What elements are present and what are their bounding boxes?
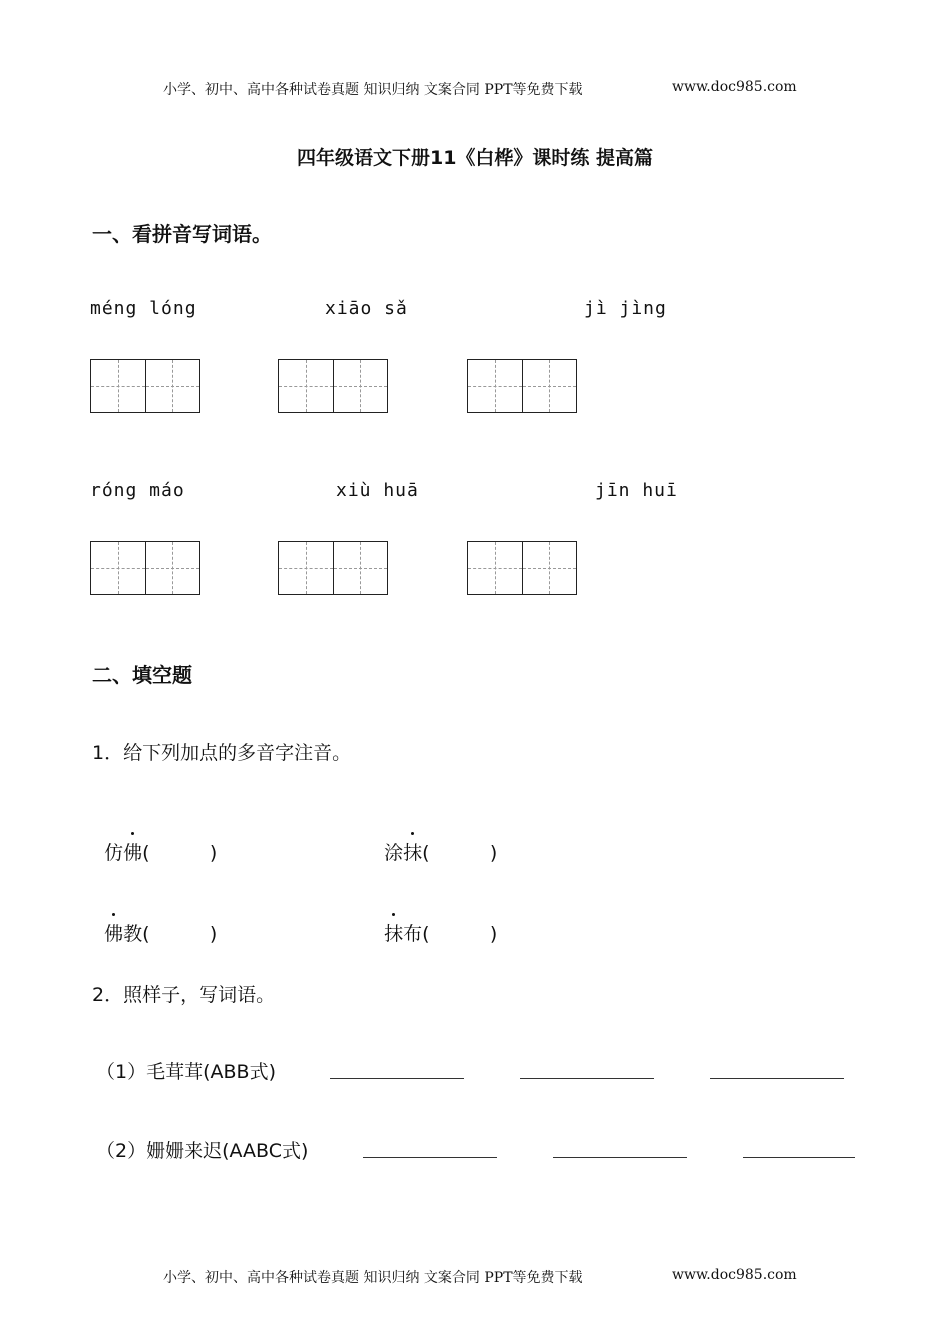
site-header-url[interactable]: www.doc985.com	[672, 79, 797, 95]
writing-box-3[interactable]	[467, 359, 577, 413]
item-4-dotted-char: 抹	[384, 919, 403, 946]
item-2-before: 涂	[384, 842, 404, 864]
polyphone-item-1	[92, 816, 217, 865]
question-2-prompt: 2．照样子，写词语。	[92, 984, 276, 1006]
writing-box-1[interactable]	[90, 359, 200, 413]
item-4-answer-blank[interactable]: ( )	[422, 923, 498, 945]
question-1-prompt: 1．给下列加点的多音字注音。	[92, 742, 352, 764]
answer-line-1-1[interactable]	[330, 1077, 464, 1079]
item-1-dotted-char: 佛	[123, 838, 142, 865]
site-footer-url[interactable]: www.doc985.com	[672, 1267, 797, 1283]
item-4-after: 布	[403, 923, 423, 945]
pinyin-6: jīn huī	[595, 480, 678, 501]
item-1-before: 仿	[104, 842, 124, 864]
answer-line-2-3[interactable]	[743, 1156, 855, 1158]
writing-box-4[interactable]	[90, 541, 200, 595]
question-2-item-1-label: （1）毛茸茸(ABB式)	[96, 1061, 276, 1083]
writing-box-2[interactable]	[278, 359, 388, 413]
pinyin-2: xiāo sǎ	[325, 298, 408, 319]
site-footer-text: 小学、初中、高中各种试卷真题 知识归纳 文案合同 PPT等免费下载	[163, 1270, 583, 1286]
item-2-dotted-char: 抹	[403, 838, 422, 865]
writing-box-6[interactable]	[467, 541, 577, 595]
answer-line-2-2[interactable]	[553, 1156, 687, 1158]
item-1-answer-blank[interactable]: ( )	[142, 842, 218, 864]
answer-line-1-2[interactable]	[520, 1077, 654, 1079]
item-2-answer-blank[interactable]: ( )	[422, 842, 498, 864]
pinyin-3: jì jìng	[584, 298, 667, 319]
site-header-text: 小学、初中、高中各种试卷真题 知识归纳 文案合同 PPT等免费下载	[163, 82, 583, 98]
question-2-item-2-label: （2）姗姗来迟(AABC式)	[96, 1140, 309, 1162]
answer-line-2-1[interactable]	[363, 1156, 497, 1158]
pinyin-1: méng lóng	[90, 298, 197, 319]
page-title: 四年级语文下册11《白桦》课时练 提高篇	[296, 147, 654, 169]
item-3-after: 教	[123, 923, 143, 945]
pinyin-5: xiù huā	[336, 480, 419, 501]
item-3-answer-blank[interactable]: ( )	[142, 923, 218, 945]
polyphone-item-3	[92, 897, 217, 946]
item-3-dotted-char: 佛	[104, 919, 123, 946]
polyphone-item-4	[372, 897, 497, 946]
pinyin-4: róng máo	[90, 480, 185, 501]
section-1-heading: 一、看拼音写词语。	[92, 222, 272, 246]
answer-line-1-3[interactable]	[710, 1077, 844, 1079]
section-2-heading: 二、填空题	[92, 663, 192, 687]
writing-box-5[interactable]	[278, 541, 388, 595]
polyphone-item-2	[372, 816, 497, 865]
